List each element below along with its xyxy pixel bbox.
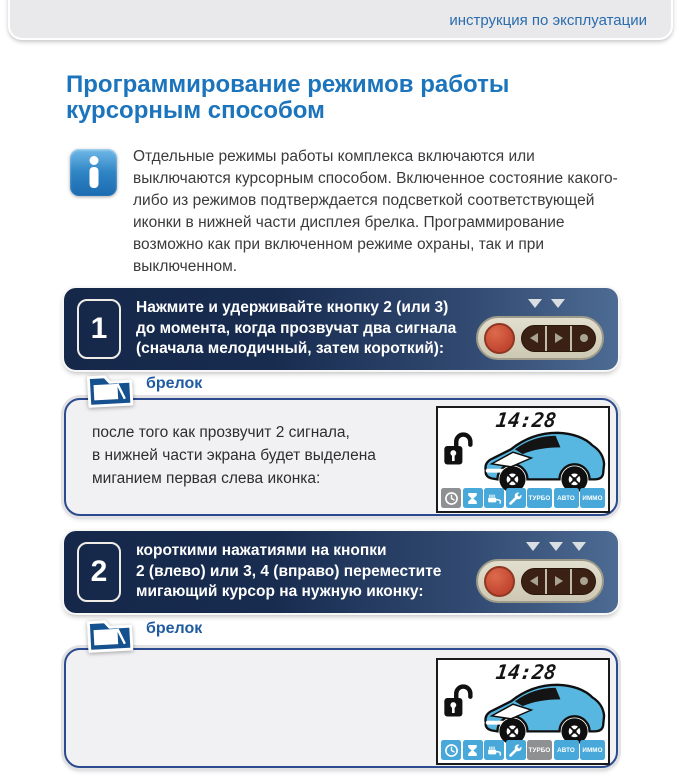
car-image [479, 420, 607, 498]
keyfob-body [476, 316, 604, 360]
step-2-line1: короткими нажатиями на кнопки [136, 542, 387, 560]
step-1-number: 1 [77, 299, 121, 359]
keyfob-left-button [522, 326, 545, 351]
folder-icon [84, 613, 136, 655]
open-padlock-icon [443, 684, 473, 720]
info-icon-dot [89, 156, 98, 165]
hourglass-icon [463, 488, 483, 508]
keyfob-left-button [522, 569, 545, 594]
info-icon-stem [89, 167, 98, 188]
step-2-number: 2 [77, 542, 121, 602]
aux-channel-icon [484, 488, 504, 508]
keyfob-lcd-display [436, 406, 610, 513]
auto-icon: АВТО [554, 488, 579, 508]
press-arrows [526, 542, 586, 551]
step-2-text [136, 541, 476, 603]
keyfob-red-button [484, 566, 515, 597]
keyfob-caption-label: брелок [146, 375, 203, 392]
step-1-line2: до момента, когда прозвучат два сигнала [136, 319, 457, 337]
keyfob-illustration [476, 298, 610, 360]
lcd-clock-time: 14:28 [494, 408, 558, 432]
lcd-clock-time: 14:28 [494, 660, 558, 684]
header-label: инструкция по эксплуатации [449, 12, 647, 29]
clock-icon [441, 488, 461, 508]
page-title-line2: курсорным способом [66, 97, 325, 124]
result-panel-1 [64, 398, 618, 516]
keyfob-lcd-display [436, 658, 610, 765]
keyfob-caption-label: брелок [146, 620, 203, 637]
right-arrow-icon [555, 576, 563, 586]
step-2-line3: мигающий курсор на нужную иконку: [136, 583, 424, 601]
down-arrow-icon [572, 542, 586, 551]
keyfob-button-cluster [521, 568, 596, 595]
step-1-text [136, 298, 476, 360]
left-arrow-icon [530, 576, 538, 586]
turbo-icon: ТУРБО [527, 488, 552, 508]
keyfob-dot-button [570, 326, 595, 351]
keyfob-body [476, 559, 604, 603]
step-2-bar [64, 531, 618, 613]
service-wrench-icon [506, 488, 526, 508]
lcd-icon-row [441, 740, 605, 760]
keyfob-red-button [484, 323, 515, 354]
open-padlock-icon [443, 432, 473, 468]
result-panel-2 [64, 648, 618, 768]
page-title-line1: Программирование режимов работы [66, 71, 510, 98]
service-wrench-icon [506, 740, 526, 760]
panel-1-line1: после того как прозвучит 2 сигнала, [92, 424, 350, 441]
panel-1-line2: в нижней части экрана будет выделена [92, 447, 376, 464]
page-header [8, 0, 673, 40]
car-image [479, 672, 607, 750]
step-1-bar [64, 288, 618, 370]
clock-icon [441, 740, 461, 760]
auto-icon: АВТО [554, 740, 579, 760]
info-paragraph: Отдельные режимы работы комплекса включаются или выключаются курсорным способом. Включенное состояние какого-либо из режимов подтверждается подсветкой соответствующей иконки в нижней части дисплея брелка. Программирование возможно как при включенном режиме охраны, так и при выключенном. [133, 148, 618, 275]
down-arrow-icon [551, 299, 565, 308]
dot-icon [580, 577, 588, 585]
keyfob-right-button [545, 569, 570, 594]
press-arrows [528, 299, 565, 308]
turbo-icon: ТУРБО [527, 740, 552, 760]
dot-icon [580, 334, 588, 342]
keyfob-dot-button [570, 569, 595, 594]
lcd-icon-row [441, 488, 605, 508]
step-2-line2: 2 (влево) или 3, 4 (вправо) переместите [136, 562, 442, 580]
folder-icon [84, 368, 136, 410]
immo-icon: ИММО [580, 488, 605, 508]
down-arrow-icon [526, 542, 540, 551]
keyfob-button-cluster [521, 325, 596, 352]
aux-channel-icon [484, 740, 504, 760]
keyfob-right-button [545, 326, 570, 351]
info-icon [70, 149, 117, 196]
left-arrow-icon [530, 333, 538, 343]
keyfob-illustration [476, 541, 610, 603]
down-arrow-icon [528, 299, 542, 308]
step-1-line3: (сначала мелодичный, затем короткий): [136, 340, 445, 358]
step-1-line1: Нажмите и удерживайте кнопку 2 (или 3) [136, 299, 449, 317]
down-arrow-icon [549, 542, 563, 551]
hourglass-icon [463, 740, 483, 760]
page-title [66, 72, 509, 124]
panel-1-line3: миганием первая слева иконка: [92, 470, 321, 487]
keyfob-caption-2 [84, 613, 202, 655]
panel-1-text [92, 421, 376, 490]
immo-icon: ИММО [580, 740, 605, 760]
keyfob-caption-1 [84, 368, 202, 410]
right-arrow-icon [555, 333, 563, 343]
